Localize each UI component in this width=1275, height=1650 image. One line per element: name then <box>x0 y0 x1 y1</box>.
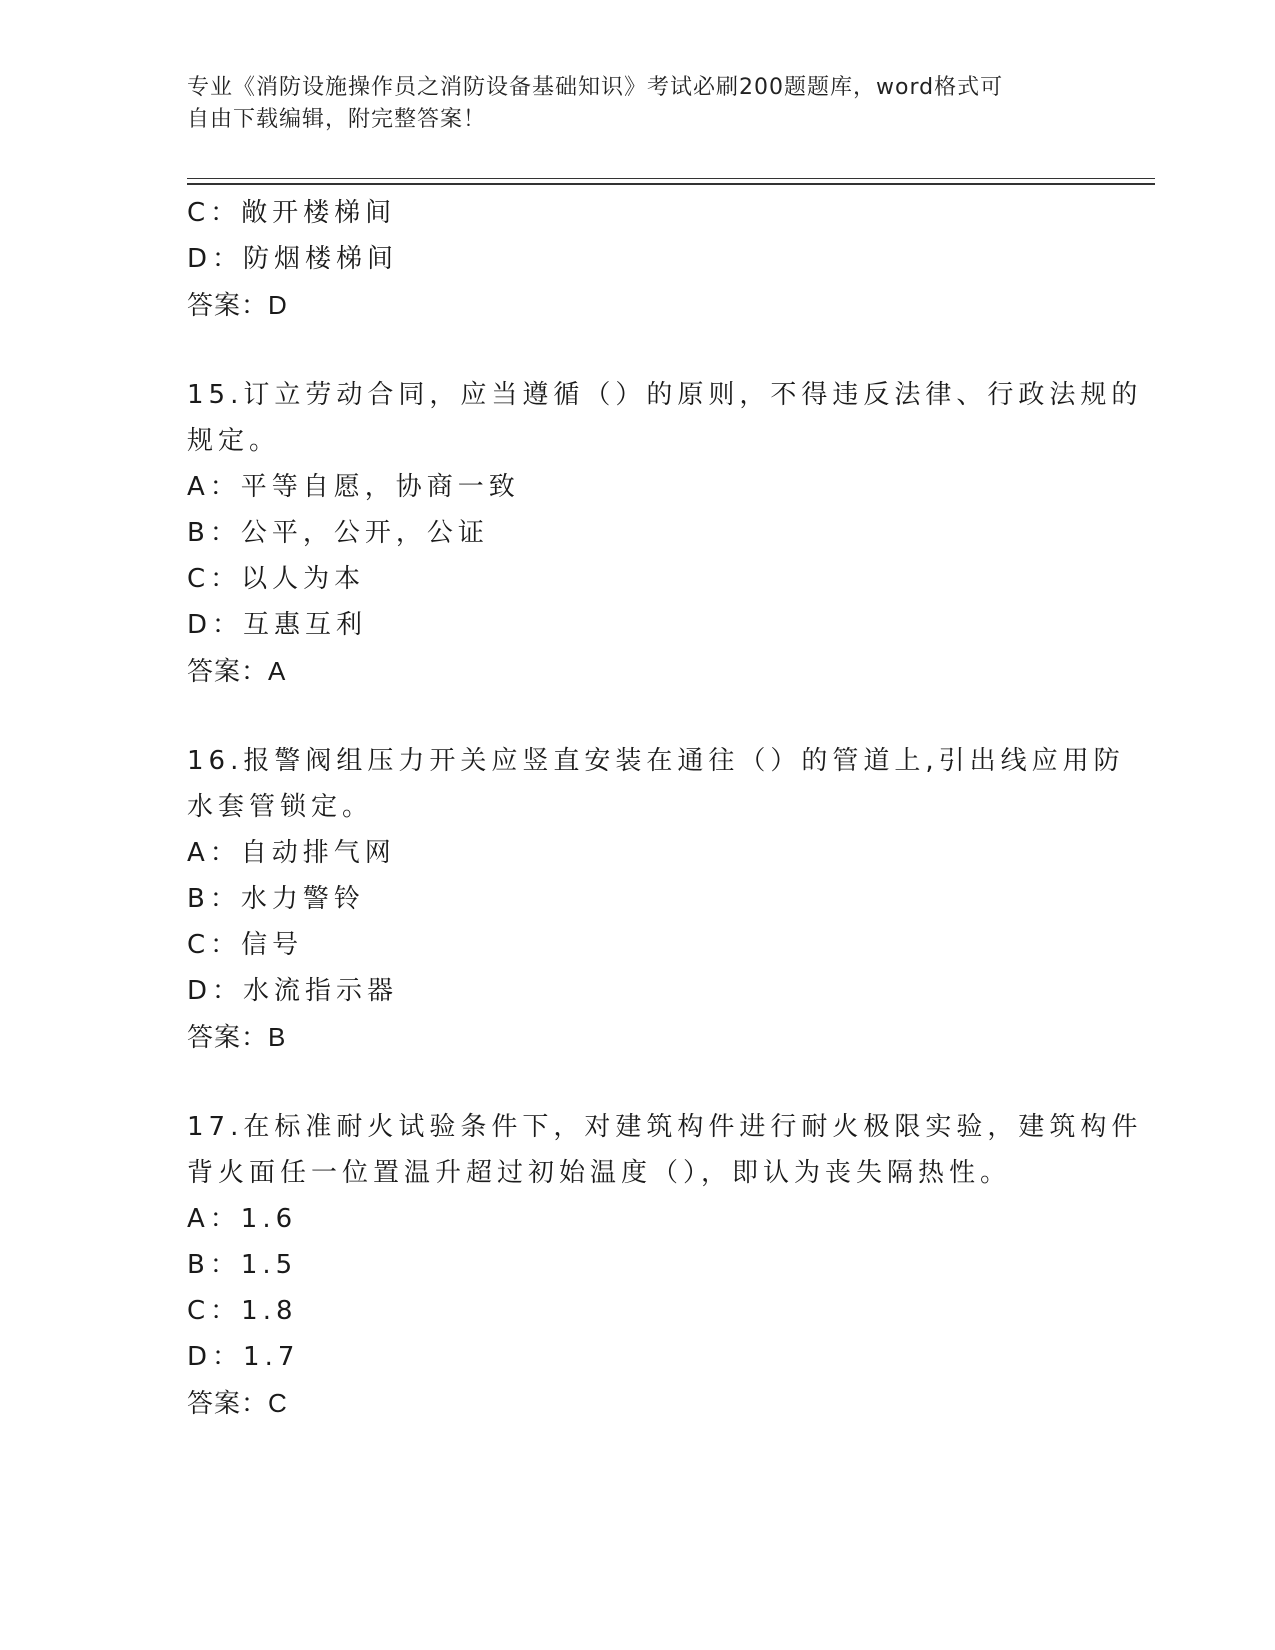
option-c: C：以人为本 <box>187 564 366 594</box>
header-line-1: 专业《消防设施操作员之消防设备基础知识》考试必刷200题题库，word格式可 <box>187 75 1004 100</box>
question-stem: 17.在标准耐火试验条件下，对建筑构件进行耐火极限实验，建筑构件 <box>187 1112 1143 1142</box>
option-c: C：敞开楼梯间 <box>187 198 397 228</box>
question-stem-cont: 水套管锁定。 <box>187 792 374 822</box>
question-stem: 16.报警阀组压力开关应竖直安装在通往（）的管道上,引出线应用防 <box>187 746 1125 776</box>
question-stem-cont: 背火面任一位置温升超过初始温度（），即认为丧失隔热性。 <box>187 1158 1012 1188</box>
question-16 <box>187 738 1125 1060</box>
option-d: D：水流指示器 <box>187 976 399 1006</box>
question-stem-cont: 规定。 <box>187 426 281 456</box>
option-d: D：互惠互利 <box>187 610 368 640</box>
header-line-2: 自由下载编辑，附完整答案！ <box>187 107 487 132</box>
header-divider-thin <box>187 178 1155 179</box>
option-d: D：防烟楼梯间 <box>187 244 399 274</box>
option-a: A：平等自愿，协商一致 <box>187 472 520 502</box>
question-17 <box>187 1104 1143 1426</box>
answer-line: 答案：A <box>187 656 287 686</box>
partial-question-14 <box>187 190 1087 328</box>
option-c: C：信号 <box>187 930 304 960</box>
question-15 <box>187 372 1143 694</box>
option-b: B：公平，公开，公证 <box>187 518 489 548</box>
document-body <box>187 190 1143 1426</box>
answer-line: 答案：B <box>187 1022 287 1052</box>
header-divider-thick <box>187 183 1155 185</box>
document-header <box>187 72 1067 136</box>
option-d: D：1.7 <box>187 1342 300 1372</box>
option-c: C：1.8 <box>187 1296 298 1326</box>
answer-line: 答案：D <box>187 290 288 320</box>
option-a: A：自动排气网 <box>187 838 396 868</box>
option-b: B：1.5 <box>187 1250 298 1280</box>
question-stem: 15.订立劳动合同，应当遵循（）的原则，不得违反法律、行政法规的 <box>187 380 1143 410</box>
option-b: B：水力警铃 <box>187 884 365 914</box>
option-a: A：1.6 <box>187 1204 298 1234</box>
answer-line: 答案：C <box>187 1388 288 1418</box>
